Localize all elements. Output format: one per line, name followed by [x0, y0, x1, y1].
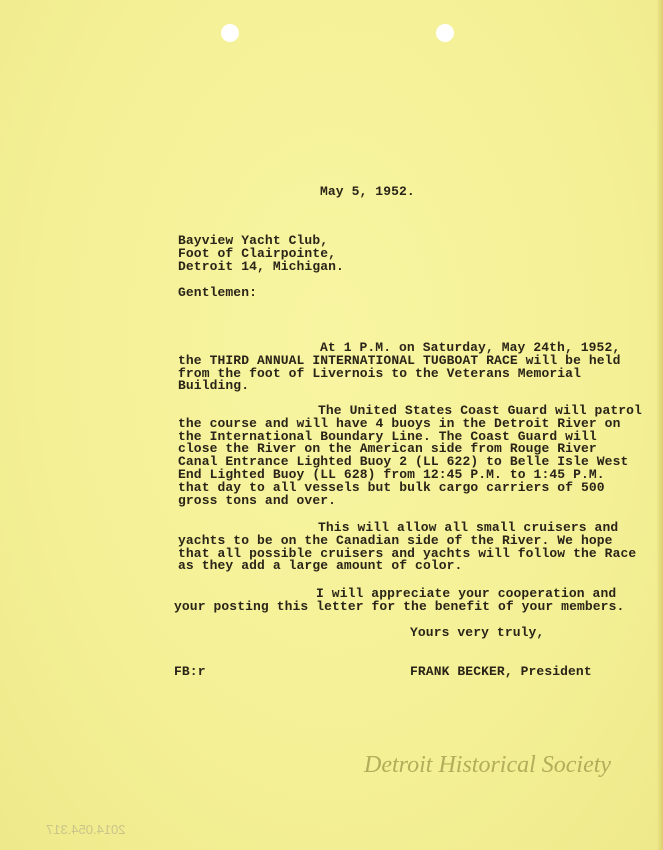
typist-initials: FB:r	[174, 664, 206, 679]
paragraph-2	[178, 405, 642, 507]
signature-block: FRANK BECKER, President	[410, 664, 592, 679]
accession-number-bleedthrough: 2014.054.317	[46, 822, 126, 837]
paragraph-3	[178, 522, 636, 573]
paragraph-line: At 1 P.M. on Saturday, May 24th, 1952,	[320, 340, 621, 355]
paragraph-line: End Lighted Buoy (LL 628) from 12:45 P.M. to 1:45 P.M.	[178, 466, 605, 482]
watermark: Detroit Historical Society	[364, 752, 612, 778]
paragraph-line: gross tons and over.	[178, 492, 337, 508]
paragraph-line: as they add a large amount of color.	[178, 558, 463, 574]
paragraph-line: that day to all vessels but bulk cargo carriers of 500	[178, 479, 605, 495]
paragraph-line: from the foot of Livernois to the Veterans Memorial	[178, 365, 581, 381]
letter-date: May 5, 1952.	[320, 184, 415, 199]
paragraph-line: This will allow all small cruisers and	[318, 520, 619, 535]
address-line: Detroit 14, Michigan.	[178, 258, 344, 274]
punch-hole	[436, 24, 454, 42]
paragraph-line: that all possible cruisers and yachts will follow the Race	[178, 545, 637, 561]
paragraph-line: yachts to be on the Canadian side of the River. We hope	[178, 532, 613, 548]
address-line: Foot of Clairpointe,	[178, 245, 337, 261]
paragraph-line: The United States Coast Guard will patrol	[318, 403, 642, 418]
paragraph-line: close the River on the American side from Rouge River	[178, 441, 597, 457]
paragraph-line: the International Boundary Line. The Coast Guard will	[178, 428, 597, 444]
paragraph-4	[174, 588, 624, 614]
paragraph-line: the course and will have 4 buoys in the Detroit River on	[178, 415, 621, 431]
paragraph-1	[178, 342, 620, 393]
punch-hole	[221, 24, 239, 42]
recipient-address	[178, 235, 344, 273]
paper-edge	[657, 0, 663, 850]
paragraph-line: Canal Entrance Lighted Buoy 2 (LL 622) to Belle Isle West	[178, 454, 629, 470]
salutation: Gentlemen:	[178, 285, 258, 300]
paragraph-line: your posting this letter for the benefit of your members.	[174, 598, 625, 614]
paragraph-line: I will appreciate your cooperation and	[316, 586, 617, 601]
paragraph-line: Building.	[178, 378, 250, 394]
closing: Yours very truly,	[410, 625, 545, 640]
address-line: Bayview Yacht Club,	[178, 233, 329, 248]
paragraph-line: the THIRD ANNUAL INTERNATIONAL TUGBOAT RACE will be held	[178, 352, 621, 368]
